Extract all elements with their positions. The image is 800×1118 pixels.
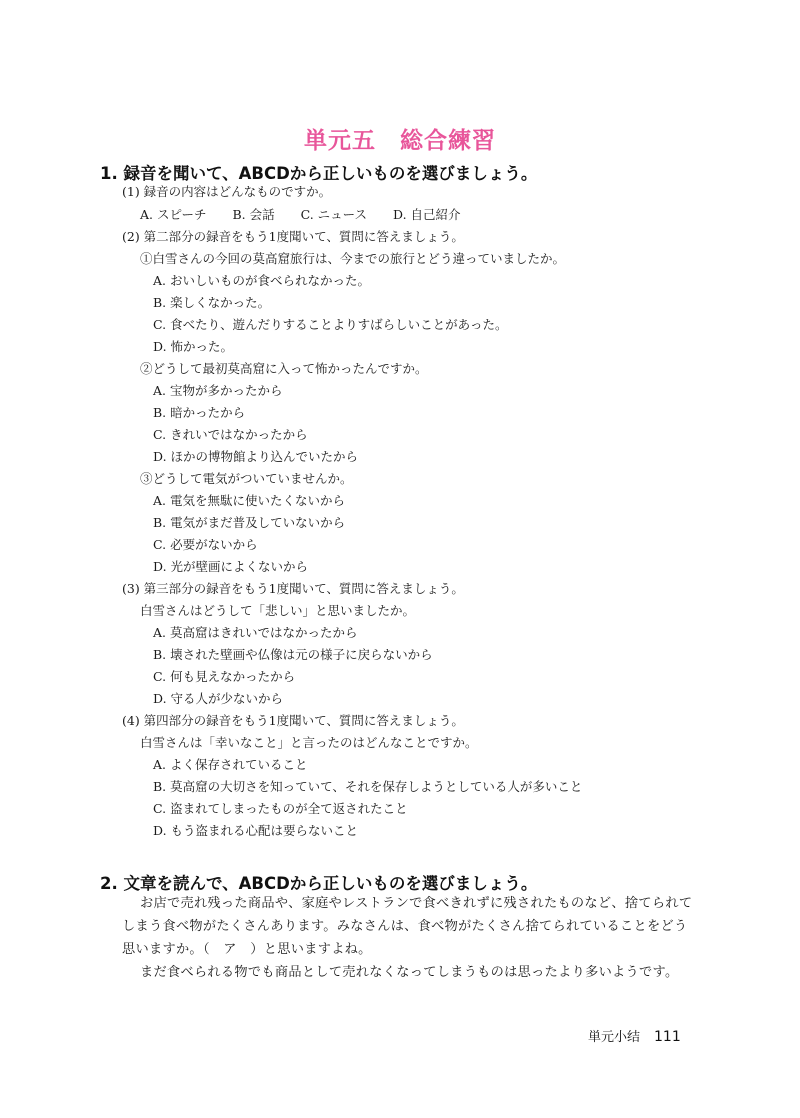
q3-choice-a: A. 莫高窟はきれいではなかったから — [153, 625, 358, 640]
q2-sub3-choice-b: B. 電気がまだ普及していないから — [153, 515, 346, 530]
q2-prompt: (2) 第二部分の録音をもう1度聞いて、質問に答えましょう。 — [122, 229, 464, 244]
q1-choice-b: B. 会話 — [232, 207, 275, 222]
q2-sub2-prompt: ②どうして最初莫高窟に入って怖かったんですか。 — [140, 361, 428, 376]
q2-sub3-choice-a: A. 電気を無駄に使いたくないから — [153, 493, 345, 508]
q2-sub2-choice-c: C. きれいではなかったから — [153, 427, 308, 442]
passage-line-2: しまう食べ物がたくさんあります。みなさんは、食べ物がたくさん捨てられていることをどう — [122, 919, 688, 934]
q3-choice-c: C. 何も見えなかったから — [153, 669, 296, 684]
q4-choice-b: B. 莫高窟の大切さを知っていて、それを保存しようとしている人が多いこと — [153, 779, 583, 794]
section1-heading: 1. 録音を聞いて、ABCDから正しいものを選びましょう。 — [100, 164, 538, 183]
unit-title: 単元五 総合練習 — [304, 128, 496, 154]
q2-sub2-choice-a: A. 宝物が多かったから — [153, 383, 283, 398]
q4-question: 白雪さんは「幸いなこと」と言ったのはどんなことですか。 — [140, 735, 478, 750]
page-number: 111 — [654, 1029, 681, 1045]
q1-choice-d: D. 自己紹介 — [393, 207, 461, 222]
q2-sub1-choice-b: B. 楽しくなかった。 — [153, 295, 271, 310]
passage-line-3: 思いますか。（ ア ）と思いますよね。 — [122, 942, 372, 957]
footer-label: 単元小结 — [588, 1030, 641, 1045]
q4-prompt: (4) 第四部分の録音をもう1度聞いて、質問に答えましょう。 — [122, 713, 464, 728]
q4-choice-c: C. 盗まれてしまったものが全て返されたこと — [153, 801, 408, 816]
q2-sub1-prompt: ①白雪さんの今回の莫高窟旅行は、今までの旅行とどう違っていましたか。 — [140, 251, 566, 266]
q2-sub1-choice-c: C. 食べたり、遊んだりすることよりすばらしいことがあった。 — [153, 317, 508, 332]
q4-choice-a: A. よく保存されていること — [153, 757, 308, 772]
q1-choices — [140, 207, 483, 223]
section2-heading: 2. 文章を読んで、ABCDから正しいものを選びましょう。 — [100, 874, 538, 893]
q3-choice-d: D. 守る人が少ないから — [153, 691, 284, 706]
passage-line-1: お店で売れ残った商品や、家庭やレストランで食べきれずに残されたものなど、捨てられて — [140, 896, 693, 911]
q4-choice-d: D. もう盗まれる心配は要らないこと — [153, 823, 359, 838]
q2-sub2-choice-b: B. 暗かったから — [153, 405, 246, 420]
q1-prompt: (1) 録音の内容はどんなものですか。 — [122, 184, 332, 199]
q3-prompt: (3) 第三部分の録音をもう1度聞いて、質問に答えましょう。 — [122, 581, 464, 596]
q2-sub3-choice-d: D. 光が壁画によくないから — [153, 559, 309, 574]
q2-sub1-choice-d: D. 怖かった。 — [153, 339, 234, 354]
q2-sub3-choice-c: C. 必要がないから — [153, 537, 258, 552]
q3-question: 白雪さんはどうして「悲しい」と思いましたか。 — [140, 603, 416, 618]
q2-sub2-choice-d: D. ほかの博物館より込んでいたから — [153, 449, 359, 464]
q3-choice-b: B. 壊された壁画や仏像は元の様子に戻らないから — [153, 647, 433, 662]
page-footer — [588, 1026, 681, 1045]
q1-choice-a: A. スピーチ — [140, 207, 207, 222]
q1-choice-c: C. ニュース — [300, 207, 368, 222]
passage-line-4: まだ食べられる物でも商品として売れなくなってしまうものは思ったより多いようです。 — [140, 965, 679, 980]
q2-sub3-prompt: ③どうして電気がついていませんか。 — [140, 471, 353, 486]
q2-sub1-choice-a: A. おいしいものが食べられなかった。 — [153, 273, 370, 288]
